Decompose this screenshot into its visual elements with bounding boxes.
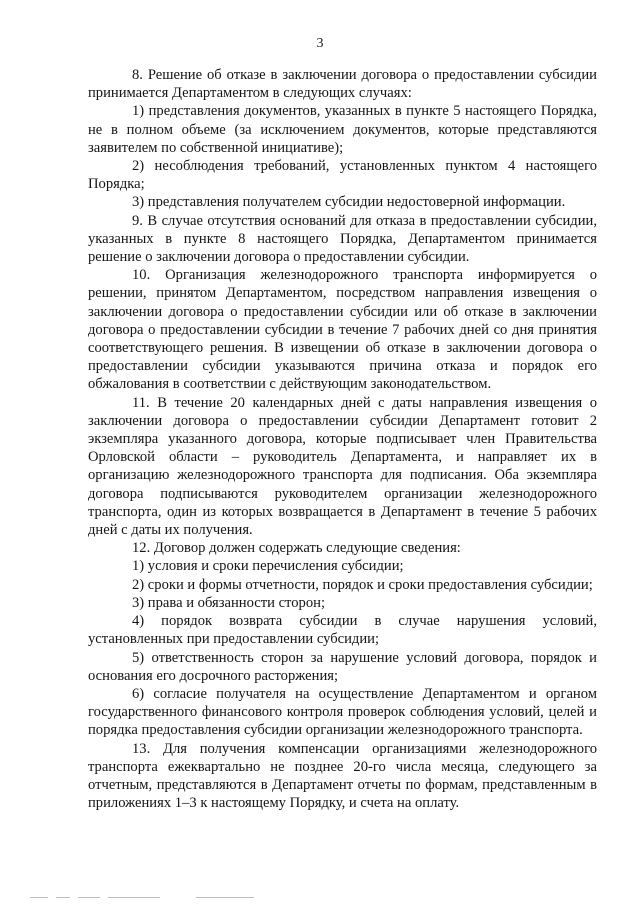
document-body: [88, 66, 597, 812]
paragraph-8-item-3: 3) представления получателем субсидии недостоверной информации.: [132, 194, 566, 211]
paragraph-10: 10. Организация железнодорожного транспорта информируется о решении, принятом Департаментом, посредством направления извещения о заключении договора о предоставлении субсидии или об отказе в заключении договора о предоставлении субсидии в течение 7 рабочих дней со дня принятия соответствующего решения. В извещении об отказе в заключении договора о предоставлении субсидии указываются причина отказа и порядок его обжалования в соответствии с действующим законодательством.: [88, 267, 597, 393]
paragraph-9: 9. В случае отсутствия оснований для отказа в предоставлении субсидии, указанных в пункте 8 настоящего Порядка, Департаментом принимается решение о заключении договора о предоставлении субсидии.: [88, 212, 597, 266]
paragraph-12: 12. Договор должен содержать следующие сведения:: [132, 540, 461, 557]
paragraph-8-item-2: 2) несоблюдения требований, установленных пунктом 4 настоящего Порядка;: [88, 158, 597, 193]
paragraph-8-item-1: 1) представления документов, указанных в пункте 5 настоящего Порядка, не в полном объеме (за исключением документов, которые представляются заявителем по собственной инициативе);: [88, 103, 597, 156]
paragraph-12-item-2: 2) сроки и формы отчетности, порядок и сроки предоставления субсидии;: [132, 576, 593, 593]
paragraph-12-item-5: 5) ответственность сторон за нарушение условий договора, порядок и основания его досрочного расторжения;: [88, 649, 597, 684]
scan-artifact-lines: [30, 897, 270, 900]
page-number: 3: [316, 36, 324, 51]
paragraph-8: 8. Решение об отказе в заключении договора о предоставлении субсидии принимается Департаментом в следующих случаях:: [88, 67, 597, 102]
paragraph-12-item-1: 1) условия и сроки перечисления субсидии;: [132, 558, 404, 575]
paragraph-13: 13. Для получения компенсации организациями железнодорожного транспорта ежеквартально не позднее 20-го числа месяца, следующего за отчетным, представляются в Департамент отчеты по формам, представленным в приложениях 1–3 к настоящему Порядку, и счета на оплату.: [88, 740, 597, 812]
paragraph-12-item-6: 6) согласие получателя на осуществление Департаментом и органом государственного финансового контроля проверок соблюдения условий, целей и порядка предоставления субсидии организации железнодорожного транспорта.: [88, 685, 597, 739]
paragraph-12-item-4: 4) порядок возврата субсидии в случае нарушения условий, установленных при предоставлении субсидии;: [88, 613, 597, 648]
paragraph-11: 11. В течение 20 календарных дней с даты направления извещения о заключении договора о предоставлении субсидии Департамент готовит 2 экземпляра указанного договора, которые подписывает член Правительства Орловской области – руководитель Департамента, и направляет их в организацию железнодорожного транспорта для подписания. Оба экземпляра договора подписываются руководителем организации железнодорожного транспорта, один из которых возвращается в Департамент в течение 5 рабочих дней с даты их получения.: [88, 394, 597, 539]
paragraph-12-item-3: 3) права и обязанности сторон;: [132, 594, 325, 611]
